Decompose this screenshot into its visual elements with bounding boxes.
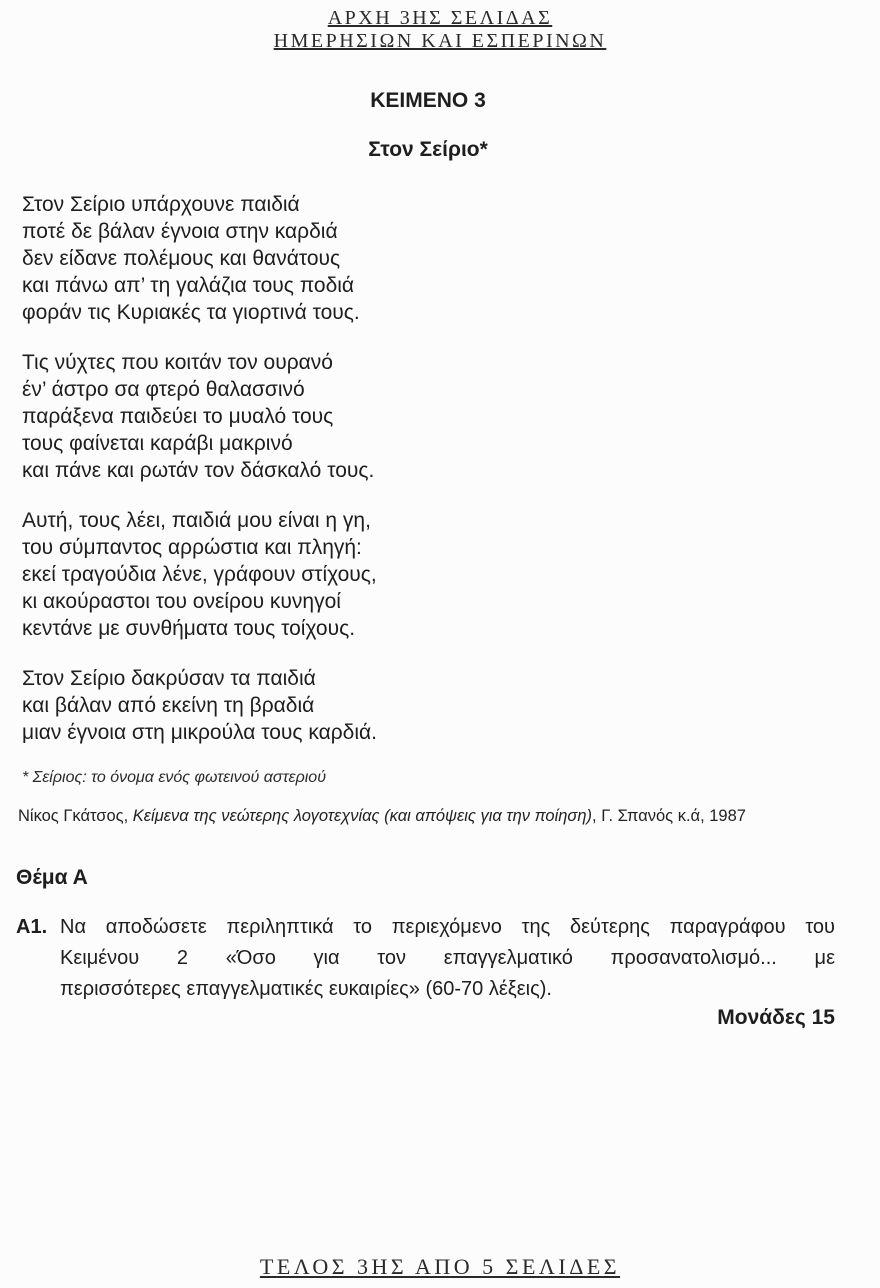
question-number: Α1.: [16, 916, 48, 938]
points-label: Μονάδες 15: [717, 1006, 835, 1029]
poem-line: εκεί τραγούδια λένε, γράφουν στίχους,: [22, 563, 377, 586]
poem-line: κεντάνε με συνθήματα τους τοίχους.: [22, 617, 356, 640]
poem-line: δεν είδανε πολέμους και θανάτους: [22, 247, 341, 270]
source-title: Κείμενα της νεώτερης λογοτεχνίας (και απόψεις για την ποίηση): [132, 807, 593, 825]
source-citation: [18, 807, 880, 826]
poem-line: έν’ άστρο σα φτερό θαλασσινό: [22, 378, 305, 401]
question-line: Κειμένου 2 «Όσο για τον επαγγελματικό προσανατολισμό... με: [60, 947, 835, 969]
poem: [22, 191, 880, 746]
poem-line: και πάνε και ρωτάν τον δάσκαλό τους.: [22, 459, 375, 482]
poem-line: και βάλαν από εκείνη τη βραδιά: [22, 694, 315, 717]
poem-line: Αυτή, τους λέει, παιδιά μου είναι η γη,: [22, 509, 371, 532]
question-line: Να αποδώσετε περιληπτικά το περιεχόμενο της δεύτερης παραγράφου του: [60, 916, 835, 938]
poem-stanza-4: [22, 665, 880, 746]
theme-a-heading: Θέμα Α: [16, 866, 88, 889]
poem-line: και πάνω απ’ τη γαλάζια τους ποδιά: [22, 274, 355, 297]
poem-line: παράξενα παιδεύει το μυαλό τους: [22, 405, 334, 428]
poem-line: κι ακούραστοι του ονείρου κυνηγοί: [22, 590, 341, 613]
poem-line: φοράν τις Κυριακές τα γιορτινά τους.: [22, 301, 360, 324]
question-text: [60, 912, 835, 1005]
poem-line: ποτέ δε βάλαν έγνοια στην καρδιά: [22, 220, 338, 243]
poem-line: Στον Σείριο δακρύσαν τα παιδιά: [22, 667, 316, 690]
poem-stanza-3: [22, 507, 880, 642]
poem-title: Στον Σείριο*: [368, 138, 488, 161]
source-author: Νίκος Γκάτσος,: [18, 807, 133, 825]
poem-line: Τις νύχτες που κοιτάν τον ουρανό: [22, 351, 333, 374]
source-rest: , Γ. Σπανός κ.ά, 1987: [592, 807, 746, 825]
page-header: [0, 0, 880, 53]
poem-line: του σύμπαντος αρρώστια και πληγή:: [22, 536, 362, 559]
page-footer: ΤΕΛΟΣ 3ΗΣ ΑΠΟ 5 ΣΕΛΙΔΕΣ: [259, 1254, 621, 1279]
poem-footnote: * Σείριος: το όνομα ενός φωτεινού αστεριού: [22, 769, 326, 786]
poem-stanza-2: [22, 349, 880, 484]
text-label: ΚΕΙΜΕΝΟ 3: [370, 89, 486, 112]
question-a1: [16, 912, 880, 1005]
question-line: περισσότερες επαγγελματικές ευκαιρίες» (60-70 λέξεις).: [60, 978, 552, 1000]
poem-line: τους φαίνεται καράβι μακρινό: [22, 432, 293, 455]
text-heading-block: [0, 89, 856, 162]
header-line-1: ΑΡΧΗ 3ΗΣ ΣΕΛΙΔΑΣ: [327, 7, 553, 29]
poem-line: Στον Σείριο υπάρχουνε παιδιά: [22, 193, 300, 216]
poem-stanza-1: [22, 191, 880, 326]
header-line-2: ΗΜΕΡΗΣΙΩΝ ΚΑΙ ΕΣΠΕΡΙΝΩΝ: [273, 30, 607, 52]
poem-line: μιαν έγνοια στη μικρούλα τους καρδιά.: [22, 721, 378, 744]
